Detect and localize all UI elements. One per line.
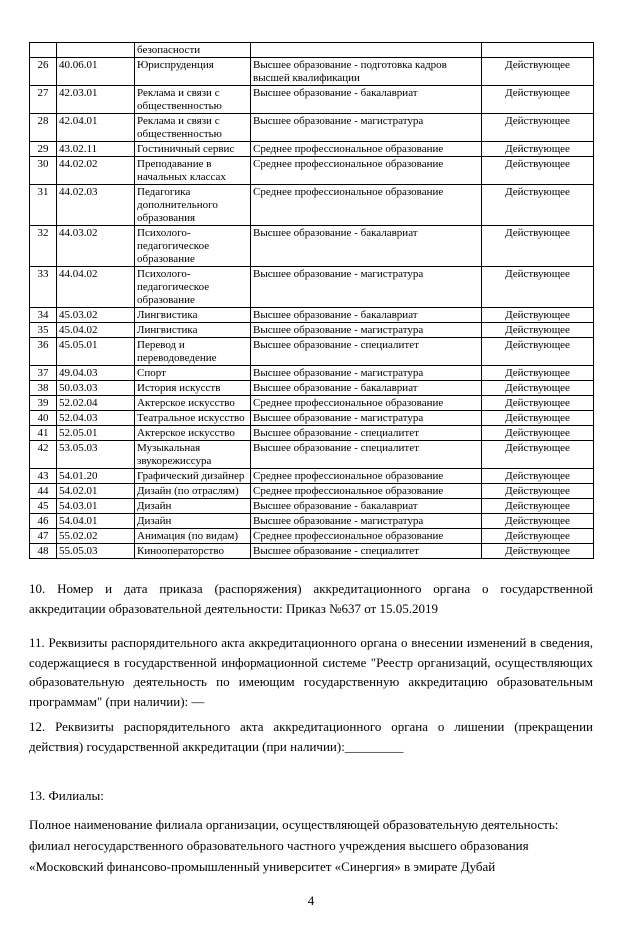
cell-num: 41 [30, 426, 57, 441]
cell-level: Высшее образование - магистратура [251, 411, 482, 426]
cell-num: 30 [30, 157, 57, 185]
cell-code: 55.05.03 [57, 544, 135, 559]
paragraph-11-amendments-act: 11. Реквизиты распорядительного акта аккредитационного органа о внесении изменений в сведения, содержащиеся в государственной информационной системе "Реестр организаций, осуществляющих образовательную деятельность по имеющим государственную аккредитацию образовательным программам" (при наличии): — [29, 635, 593, 709]
cell-name: Перевод и переводоведение [135, 338, 251, 366]
cell-code: 55.02.02 [57, 529, 135, 544]
cell-name: безопасности [135, 43, 251, 58]
cell-num: 44 [30, 484, 57, 499]
table-row [30, 323, 594, 338]
cell-code: 52.02.04 [57, 396, 135, 411]
cell-status: Действующее [482, 499, 594, 514]
cell-status: Действующее [482, 267, 594, 308]
cell-level: Высшее образование - бакалавриат [251, 86, 482, 114]
cell-num: 31 [30, 185, 57, 226]
cell-status: Действующее [482, 484, 594, 499]
cell-num: 40 [30, 411, 57, 426]
cell-num: 27 [30, 86, 57, 114]
table-row [30, 484, 594, 499]
cell-name: Лингвистика [135, 323, 251, 338]
cell-name: Юриспруденция [135, 58, 251, 86]
cell-code: 52.05.01 [57, 426, 135, 441]
cell-code: 44.02.03 [57, 185, 135, 226]
cell-status: Действующее [482, 381, 594, 396]
branch-full-name-paragraph: Полное наименование филиала организации, осуществляющей образовательную деятельность: филиал негосударственного образовательного частного учреждения высшего образования «Московский финансово-промышленный университет «Синергия» в эмирате Дубай [29, 816, 559, 874]
cell-code: 43.02.11 [57, 142, 135, 157]
cell-code: 44.03.02 [57, 226, 135, 267]
cell-name: Реклама и связи с общественностью [135, 114, 251, 142]
cell-name: Музыкальная звукорежиссура [135, 441, 251, 469]
cell-level: Высшее образование - магистратура [251, 114, 482, 142]
cell-level: Высшее образование - бакалавриат [251, 499, 482, 514]
cell-status: Действующее [482, 142, 594, 157]
cell-name: Театральное искусство [135, 411, 251, 426]
cell-level: Высшее образование - подготовка кадров высшей квалификации [251, 58, 482, 86]
table-row [30, 338, 594, 366]
cell-code: 42.04.01 [57, 114, 135, 142]
cell-num: 39 [30, 396, 57, 411]
paragraph-13-branches-heading: 13. Филиалы: [29, 788, 104, 803]
cell-code: 54.03.01 [57, 499, 135, 514]
table-row-continuation [30, 43, 594, 58]
cell-level: Среднее профессиональное образование [251, 484, 482, 499]
cell-level: Высшее образование - бакалавриат [251, 381, 482, 396]
cell-num: 32 [30, 226, 57, 267]
cell-status: Действующее [482, 86, 594, 114]
cell-code: 53.05.03 [57, 441, 135, 469]
cell-name: Преподавание в начальных классах [135, 157, 251, 185]
cell-num: 48 [30, 544, 57, 559]
cell-name: Графический дизайнер [135, 469, 251, 484]
cell-status: Действующее [482, 529, 594, 544]
cell-num: 34 [30, 308, 57, 323]
cell-level: Высшее образование - магистратура [251, 323, 482, 338]
cell-level: Среднее профессиональное образование [251, 185, 482, 226]
cell-level: Высшее образование - бакалавриат [251, 308, 482, 323]
cell-code: 45.05.01 [57, 338, 135, 366]
cell-level [251, 43, 482, 58]
table-row [30, 529, 594, 544]
paragraph-12-revocation-act: 12. Реквизиты распорядительного акта аккредитационного органа о лишении (прекращении действия) государственной аккредитации (при наличии):_________ [29, 719, 593, 754]
table-row [30, 381, 594, 396]
page-content [29, 42, 593, 909]
cell-level: Среднее профессиональное образование [251, 142, 482, 157]
cell-code [57, 43, 135, 58]
cell-num [30, 43, 57, 58]
cell-name: Лингвистика [135, 308, 251, 323]
table-row [30, 142, 594, 157]
cell-status: Действующее [482, 323, 594, 338]
cell-status: Действующее [482, 366, 594, 381]
cell-status: Действующее [482, 441, 594, 469]
cell-level: Среднее профессиональное образование [251, 396, 482, 411]
cell-num: 45 [30, 499, 57, 514]
table-row [30, 185, 594, 226]
table-row [30, 58, 594, 86]
cell-level: Среднее профессиональное образование [251, 157, 482, 185]
cell-num: 28 [30, 114, 57, 142]
cell-code: 44.02.02 [57, 157, 135, 185]
table-row [30, 441, 594, 469]
cell-code: 45.03.02 [57, 308, 135, 323]
table-row [30, 514, 594, 529]
table-row [30, 226, 594, 267]
cell-num: 33 [30, 267, 57, 308]
cell-level: Высшее образование - бакалавриат [251, 226, 482, 267]
cell-code: 54.04.01 [57, 514, 135, 529]
cell-name: Анимация (по видам) [135, 529, 251, 544]
table-row [30, 308, 594, 323]
cell-num: 46 [30, 514, 57, 529]
cell-code: 44.04.02 [57, 267, 135, 308]
accreditation-programs-table [29, 42, 594, 559]
cell-code: 49.04.03 [57, 366, 135, 381]
page-number: 4 [307, 892, 315, 908]
cell-level: Высшее образование - специалитет [251, 426, 482, 441]
cell-num: 38 [30, 381, 57, 396]
cell-status: Действующее [482, 411, 594, 426]
cell-level: Среднее профессиональное образование [251, 469, 482, 484]
cell-status: Действующее [482, 185, 594, 226]
cell-status: Действующее [482, 338, 594, 366]
cell-code: 54.01.20 [57, 469, 135, 484]
cell-name: Педагогика дополнительного образования [135, 185, 251, 226]
table-row [30, 396, 594, 411]
cell-name: Гостиничный сервис [135, 142, 251, 157]
table-row [30, 366, 594, 381]
cell-name: Психолого-педагогическое образование [135, 267, 251, 308]
cell-code: 54.02.01 [57, 484, 135, 499]
cell-num: 36 [30, 338, 57, 366]
cell-status: Действующее [482, 308, 594, 323]
cell-code: 40.06.01 [57, 58, 135, 86]
cell-num: 35 [30, 323, 57, 338]
cell-level: Высшее образование - магистратура [251, 366, 482, 381]
cell-status: Действующее [482, 544, 594, 559]
cell-name: Психолого-педагогическое образование [135, 226, 251, 267]
cell-num: 29 [30, 142, 57, 157]
cell-status [482, 43, 594, 58]
cell-name: Спорт [135, 366, 251, 381]
cell-level: Высшее образование - специалитет [251, 338, 482, 366]
cell-level: Высшее образование - специалитет [251, 441, 482, 469]
cell-num: 47 [30, 529, 57, 544]
cell-code: 45.04.02 [57, 323, 135, 338]
cell-status: Действующее [482, 396, 594, 411]
cell-name: Актерское искусство [135, 426, 251, 441]
table-row [30, 86, 594, 114]
cell-status: Действующее [482, 469, 594, 484]
cell-level: Высшее образование - специалитет [251, 544, 482, 559]
cell-status: Действующее [482, 114, 594, 142]
body-text [29, 579, 593, 877]
cell-status: Действующее [482, 58, 594, 86]
cell-name: История искусств [135, 381, 251, 396]
table-row [30, 469, 594, 484]
table-row [30, 411, 594, 426]
cell-name: Дизайн [135, 499, 251, 514]
cell-name: Дизайн [135, 514, 251, 529]
cell-name: Реклама и связи с общественностью [135, 86, 251, 114]
cell-level: Среднее профессиональное образование [251, 529, 482, 544]
table-row [30, 267, 594, 308]
table-row [30, 544, 594, 559]
cell-status: Действующее [482, 426, 594, 441]
cell-num: 42 [30, 441, 57, 469]
cell-level: Высшее образование - магистратура [251, 514, 482, 529]
cell-level: Высшее образование - магистратура [251, 267, 482, 308]
cell-status: Действующее [482, 226, 594, 267]
table-row [30, 426, 594, 441]
cell-code: 42.03.01 [57, 86, 135, 114]
cell-status: Действующее [482, 514, 594, 529]
cell-name: Дизайн (по отраслям) [135, 484, 251, 499]
table-row [30, 114, 594, 142]
cell-num: 43 [30, 469, 57, 484]
cell-num: 26 [30, 58, 57, 86]
cell-name: Кинооператорство [135, 544, 251, 559]
cell-name: Актерское искусство [135, 396, 251, 411]
cell-status: Действующее [482, 157, 594, 185]
cell-code: 50.03.03 [57, 381, 135, 396]
cell-num: 37 [30, 366, 57, 381]
paragraph-10-accreditation-order: 10. Номер и дата приказа (распоряжения) аккредитационного органа о государственной аккредитации образовательной деятельности: Приказ №637 от 15.05.2019 [29, 581, 593, 616]
cell-code: 52.04.03 [57, 411, 135, 426]
table-row [30, 499, 594, 514]
table-row [30, 157, 594, 185]
